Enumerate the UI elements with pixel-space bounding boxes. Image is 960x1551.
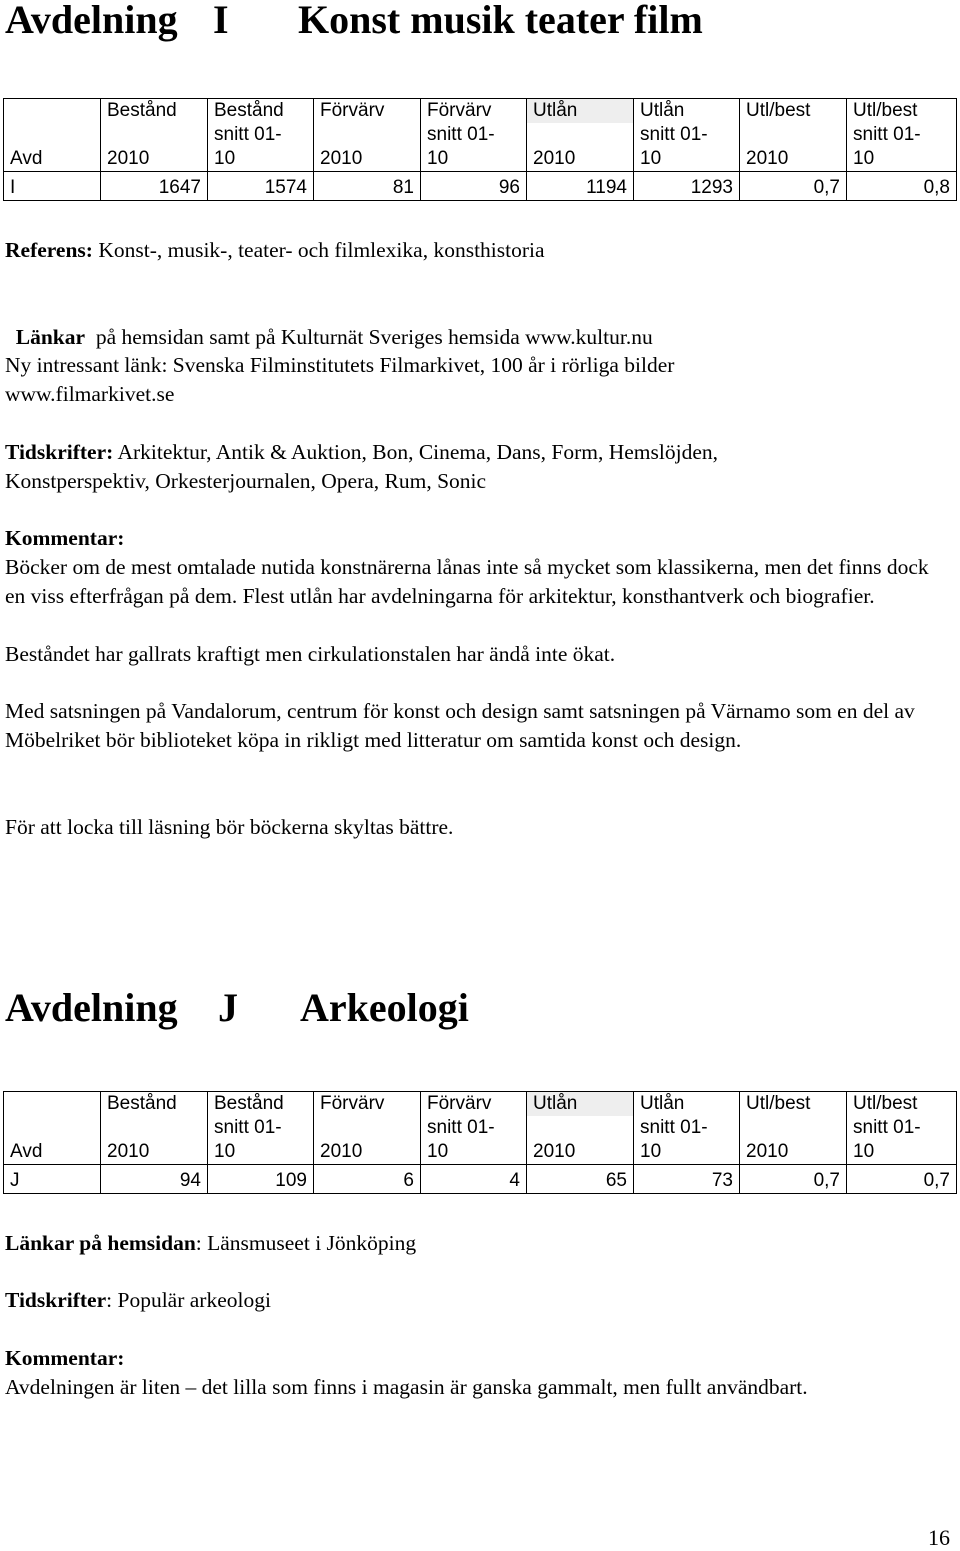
cell-utlan-snitt: 1293 bbox=[634, 172, 740, 201]
section-i-title-prefix: Avdelning bbox=[5, 0, 178, 42]
table-row bbox=[4, 1165, 957, 1194]
header-bestand: Bestånd 2010 bbox=[101, 1092, 208, 1165]
section-j-title-prefix: Avdelning bbox=[5, 985, 178, 1030]
section-i-stats-table bbox=[3, 98, 957, 201]
table-header-row bbox=[4, 1092, 957, 1165]
header-bestand-snitt: Bestånd snitt 01-10 bbox=[208, 1092, 314, 1165]
page-number: 16 bbox=[928, 1525, 950, 1550]
header-forvarv-snitt: Förvärv snitt 01-10 bbox=[421, 99, 527, 172]
cell-bestand: 1647 bbox=[101, 172, 208, 201]
j-tidskrifter-text: : Populär arkeologi bbox=[106, 1288, 271, 1312]
kommentar-text: Böcker om de mest omtalade nutida konstnärerna lånas inte så mycket som klassikerna, men det finns dock en viss efterfrågan på dem. Flest utlån har avdelningarna för arkitektur, konsthantverk och biografier. bbox=[5, 555, 929, 608]
cell-bestand-snitt: 1574 bbox=[208, 172, 314, 201]
cell-avd: J bbox=[4, 1165, 101, 1194]
lankar-paragraph bbox=[5, 294, 955, 352]
j-kommentar-label: Kommentar: bbox=[5, 1346, 125, 1370]
header-utl-best: Utl/best 2010 bbox=[740, 99, 847, 172]
section-j-heading bbox=[5, 985, 469, 1030]
header-avd: Avd bbox=[4, 1092, 101, 1165]
section-i-code: I bbox=[213, 0, 229, 42]
j-lankar-label: Länkar på hemsidan bbox=[5, 1231, 196, 1255]
cell-utl-best: 0,7 bbox=[740, 1165, 847, 1194]
satsningen-paragraph: Med satsningen på Vandalorum, centrum för konst och design samt satsningen på Värnamo som en del av Möbelriket bör biblioteket köpa in rikligt med litteratur om samtida konst och design. bbox=[5, 699, 915, 752]
header-forvarv: Förvärv 2010 bbox=[314, 1092, 421, 1165]
tidskrifter-label: Tidskrifter: bbox=[5, 440, 114, 464]
j-tidskrifter-paragraph bbox=[5, 1286, 955, 1315]
header-utlan: Utlån 2010 bbox=[527, 1092, 634, 1165]
cell-forvarv-snitt: 4 bbox=[421, 1165, 527, 1194]
section-i-heading bbox=[5, 0, 703, 42]
cell-forvarv: 81 bbox=[314, 172, 421, 201]
cell-utlan-snitt: 73 bbox=[634, 1165, 740, 1194]
kommentar-label: Kommentar: bbox=[5, 526, 125, 550]
cell-bestand: 94 bbox=[101, 1165, 208, 1194]
header-utlan: Utlån 2010 bbox=[527, 99, 634, 172]
header-utlan-snitt: Utlån snitt 01-10 bbox=[634, 99, 740, 172]
header-forvarv: Förvärv 2010 bbox=[314, 99, 421, 172]
tidskrifter-text: Arkitektur, Antik & Auktion, Bon, Cinema, Dans, Form, Hemslöjden, Konstperspektiv, Orkesterjournalen, Opera, Rum, Sonic bbox=[5, 440, 718, 493]
referens-label: Referens: bbox=[5, 238, 93, 262]
section-i-name: Konst musik teater film bbox=[298, 0, 703, 42]
cell-forvarv-snitt: 96 bbox=[421, 172, 527, 201]
j-tidskrifter-label: Tidskrifter bbox=[5, 1288, 107, 1312]
header-bestand: Bestånd 2010 bbox=[101, 99, 208, 172]
cell-utlan: 65 bbox=[527, 1165, 634, 1194]
referens-paragraph bbox=[5, 236, 955, 265]
header-avd: Avd bbox=[4, 99, 101, 172]
cell-bestand-snitt: 109 bbox=[208, 1165, 314, 1194]
j-lankar-paragraph bbox=[5, 1229, 955, 1258]
lankar-label: Länkar bbox=[15, 325, 86, 349]
table-header-row bbox=[4, 99, 957, 172]
header-utlan-snitt: Utlån snitt 01-10 bbox=[634, 1092, 740, 1165]
tidskrifter-paragraph bbox=[5, 438, 865, 496]
cell-utl-best-snitt: 0,7 bbox=[847, 1165, 957, 1194]
cell-utlan: 1194 bbox=[527, 172, 634, 201]
header-utl-best: Utl/best 2010 bbox=[740, 1092, 847, 1165]
header-forvarv-snitt: Förvärv snitt 01-10 bbox=[421, 1092, 527, 1165]
cell-utl-best: 0,7 bbox=[740, 172, 847, 201]
cell-avd: I bbox=[4, 172, 101, 201]
header-bestand-snitt: Bestånd snitt 01-10 bbox=[208, 99, 314, 172]
header-utl-best-snitt: Utl/best snitt 01-10 bbox=[847, 1092, 957, 1165]
j-lankar-text: : Länsmuseet i Jönköping bbox=[195, 1231, 417, 1255]
table-row bbox=[4, 172, 957, 201]
j-kommentar-text: Avdelningen är liten – det lilla som finns i magasin är ganska gammalt, men fullt användbart. bbox=[5, 1375, 808, 1399]
referens-text: Konst-, musik-, teater- och filmlexika, konsthistoria bbox=[92, 238, 545, 262]
locka-paragraph: För att locka till läsning bör böckerna skyltas bättre. bbox=[5, 815, 454, 839]
bestandet-paragraph: Beståndet har gallrats kraftigt men cirkulationstalen har ändå inte ökat. bbox=[5, 642, 616, 666]
ny-lank-paragraph: Ny intressant länk: Svenska Filminstitutets Filmarkivet, 100 år i rörliga bilder www.filmarkivet.se bbox=[5, 353, 675, 406]
section-j-code: J bbox=[218, 985, 238, 1030]
lankar-text: på hemsidan samt på Kulturnät Sveriges hemsida www.kultur.nu bbox=[85, 325, 653, 349]
section-j-stats-table bbox=[3, 1091, 957, 1194]
section-j-name: Arkeologi bbox=[300, 985, 469, 1030]
cell-utl-best-snitt: 0,8 bbox=[847, 172, 957, 201]
cell-forvarv: 6 bbox=[314, 1165, 421, 1194]
header-utl-best-snitt: Utl/best snitt 01-10 bbox=[847, 99, 957, 172]
